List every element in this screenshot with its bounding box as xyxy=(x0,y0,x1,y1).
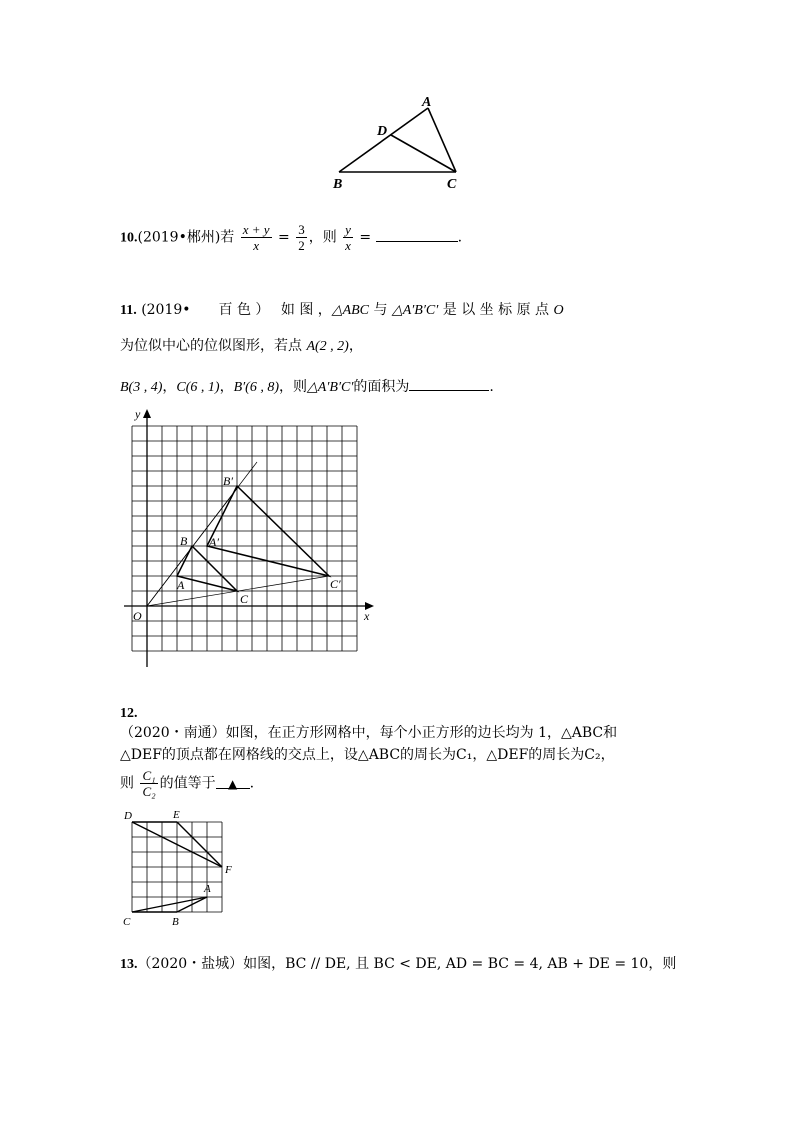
question-12-line3 xyxy=(120,768,254,799)
y-axis-arrow-icon xyxy=(143,409,151,418)
segment-ab xyxy=(339,108,428,172)
equals-sign: = xyxy=(359,229,372,246)
question-number: 12. xyxy=(120,706,138,721)
triangle-abc-prime: △A′B′C′ xyxy=(391,303,439,318)
label-o: O xyxy=(133,609,142,623)
question-text: 的值等于 xyxy=(159,775,216,792)
label-a: A xyxy=(422,95,432,110)
point-a: A(2 , 2) xyxy=(306,339,349,354)
equals-sign: = xyxy=(278,229,290,246)
coordinate-grid-figure xyxy=(120,405,385,670)
label-x: x xyxy=(364,609,370,623)
question-number: 10. xyxy=(120,230,138,246)
label-y: y xyxy=(135,407,141,421)
question-text: 为位似中心的位似图形，若点 xyxy=(120,338,307,354)
question-text: （2020・盐城）如图，BC // DE, 且 BC < DE, AD = BC = 4, AB + DE = 10，则 xyxy=(137,956,677,972)
answer-blank[interactable] xyxy=(216,774,250,789)
answer-blank[interactable] xyxy=(409,376,489,391)
triangle-abc-prime: △A′B′C′ xyxy=(307,380,354,395)
segment-ca xyxy=(132,897,207,912)
label-b: B xyxy=(172,916,179,928)
question-12-line2 xyxy=(120,745,615,765)
comma: ， xyxy=(162,379,177,395)
label-a-prime: A′ xyxy=(209,535,219,549)
label-c: C xyxy=(123,916,131,928)
label-b: B xyxy=(333,177,343,192)
period: . xyxy=(249,775,255,792)
question-text: 是 以 坐 标 原 点 xyxy=(438,302,554,318)
square-grid-figure xyxy=(118,808,243,928)
period: . xyxy=(457,229,463,246)
grid-lines xyxy=(132,822,222,912)
label-a: A xyxy=(177,578,185,592)
label-c: C xyxy=(447,177,457,192)
comma: ， xyxy=(348,338,363,354)
period: . xyxy=(489,379,494,395)
fraction: $\frac{\text{C₁}}{\text{C₂}}$ xyxy=(142,768,156,799)
label-d: D xyxy=(377,124,388,139)
point-b-prime: B′(6 , 8) xyxy=(233,380,280,395)
point-b: B(3 , 4) xyxy=(120,380,163,395)
question-11-line3 xyxy=(120,376,494,398)
triangle-marker-icon: ▲ xyxy=(228,776,238,791)
fraction: $\frac{y}{x}$ xyxy=(345,222,351,253)
fraction: $\frac{x + y}{x}$ xyxy=(242,222,270,253)
question-text: △DEF的顶点都在网格线的交点上，设△ABC的周长为C₁，△DEF的周长为C₂， xyxy=(120,747,615,763)
question-number: 13. xyxy=(120,957,138,972)
label-e: E xyxy=(173,809,180,821)
triangle-abc: △ABC xyxy=(331,303,370,318)
label-b: B xyxy=(180,534,188,548)
label-b-prime: B′ xyxy=(223,474,233,488)
question-source: (2019• 百 色 ） 如 图 ， xyxy=(141,302,332,318)
triangle-figure xyxy=(325,90,475,195)
label-d: D xyxy=(124,810,132,822)
label-c: C xyxy=(240,592,249,606)
question-12-number xyxy=(120,703,138,724)
question-text: ，则 xyxy=(279,379,308,395)
question-11-line1 xyxy=(120,300,564,321)
fraction: $\frac{3}{2}$ xyxy=(298,222,305,253)
question-source: (2019•郴州)若 xyxy=(137,229,235,246)
point-c: C(6 , 1) xyxy=(176,380,220,395)
grid-lines xyxy=(132,426,357,651)
label-f: F xyxy=(225,864,232,876)
segment-dc xyxy=(391,135,456,172)
question-number: 11. xyxy=(120,303,137,318)
label-a: A xyxy=(204,883,211,895)
question-text: ，则 xyxy=(308,229,337,246)
origin-o: O xyxy=(553,303,564,318)
question-text: 则 xyxy=(120,775,134,792)
answer-blank[interactable] xyxy=(376,227,458,242)
question-10 xyxy=(120,222,462,253)
question-12-line1 xyxy=(120,723,617,743)
question-text: 的面积为 xyxy=(353,379,410,395)
label-c-prime: C′ xyxy=(330,577,341,591)
question-13 xyxy=(120,954,676,975)
question-text: 与 xyxy=(369,302,392,318)
question-11-line2 xyxy=(120,336,363,357)
comma: ， xyxy=(219,379,234,395)
segment-ac xyxy=(428,108,456,172)
segment-ef xyxy=(177,822,222,867)
question-text: （2020・南通）如图，在正方形网格中，每个小正方形的边长均为 1，△ABC和 xyxy=(120,725,618,741)
